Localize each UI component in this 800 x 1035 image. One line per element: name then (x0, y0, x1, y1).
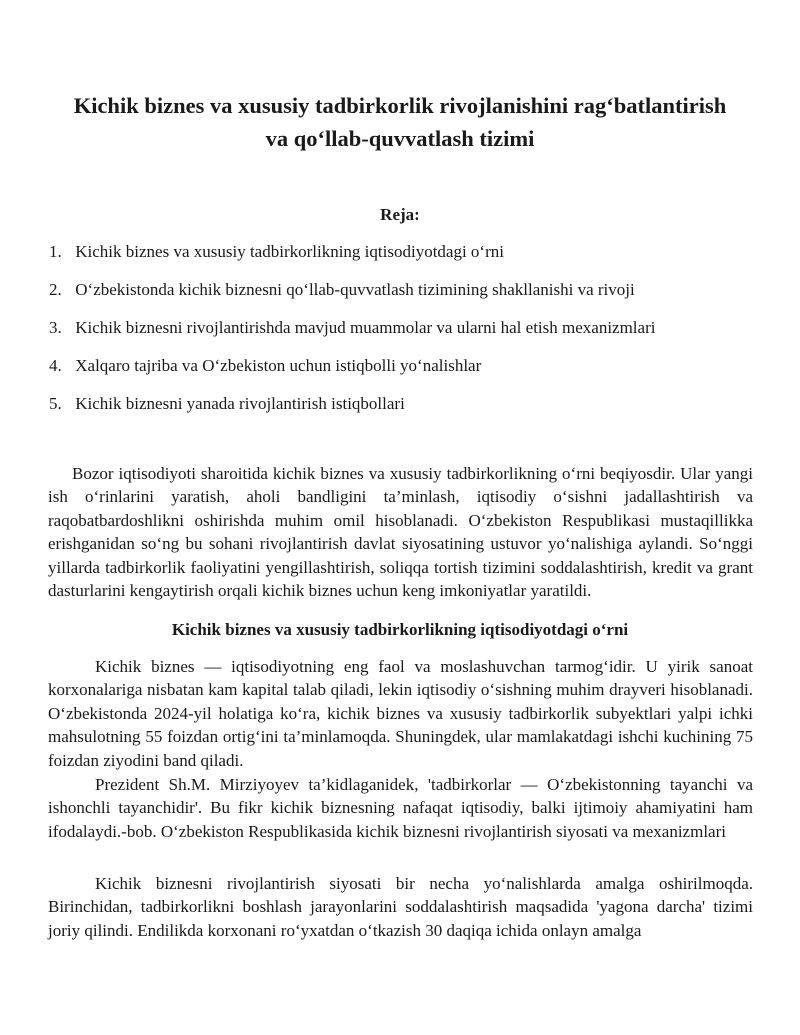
plan-item-number: 5. (49, 394, 62, 413)
plan-item-text: Kichik biznesni rivojlantirishda mavjud muammolar va ularni hal etish mexanizmlari (75, 318, 656, 337)
plan-item-number: 1. (49, 242, 62, 261)
plan-item-number: 2. (49, 280, 62, 299)
plan-item (49, 355, 655, 393)
plan-item (49, 241, 655, 279)
document-title (40, 89, 760, 155)
plan-item-text: Kichik biznesni yanada rivojlantirish istiqbollari (75, 394, 405, 413)
title-line-2: va qo‘llab-quvvatlash tizimi (265, 126, 535, 151)
body-paragraph: Kichik biznes — iqtisodiyotning eng faol va moslashuvchan tarmog‘idir. U yirik sanoat korxonalariga nisbatan kam kapital talab qiladi, lekin iqtisodiy o‘sishning muhim drayveri hisoblanadi. O‘zbekistonda 2024-yil holatiga ko‘ra, kichik biznes va xususiy tadbirkorlik subyektlari yalpi ichki mahsulotning 55 foizdan ortig‘ini ta’minlamoqda. Shuningdek, ular mamlakatdagi ishchi kuchining 75 foizdan ziyodini band qiladi. (48, 657, 753, 770)
plan-heading: Reja: (380, 205, 420, 224)
plan-item (49, 393, 655, 431)
plan-list (49, 241, 655, 431)
title-line-1: Kichik biznes va xususiy tadbirkorlik rivojlanishini rag‘batlantirish (73, 93, 727, 118)
body-paragraph: Prezident Sh.M. Mirziyoyev ta’kidlaganidek, 'tadbirkorlar — O‘zbekistonning tayanchi va ishonchli tayanchidir'. Bu fikr kichik biznesning nafaqat iqtisodiy, balki ijtimoiy ahamiyatini ham ifodalaydi.-bob. O‘zbekiston Respublikasida kichik biznesni rivojlantirish siyosati va mexanizmlari (48, 775, 753, 841)
plan-item-text: Xalqaro tajriba va O‘zbekiston uchun istiqbolli yo‘nalishlar (75, 356, 482, 375)
plan-item-text: Kichik biznes va xususiy tadbirkorlikning iqtisodiyotdagi o‘rni (75, 242, 504, 261)
plan-item (49, 317, 655, 355)
intro-paragraph: Bozor iqtisodiyoti sharoitida kichik biznes va xususiy tadbirkorlikning o‘rni beqiyosdir. Ular yangi ish o‘rinlarini yaratish, aholi bandligini ta’minlash, iqtisodiy o‘sishni jadallashtirish va raqobatbardoshlikni oshirishda muhim omil hisoblanadi. O‘zbekiston Respublikasi mustaqillikka erishganidan so‘ng bu sohani rivojlantirish davlat siyosatining ustuvor yo‘nalishiga aylandi. So‘nggi yillarda tadbirkorlik faoliyatini yengillashtirish, soliqqa tortish tizimini soddalashtirish, kredit va grant dasturlarini kengaytirish orqali kichik biznes uchun keng imkoniyatlar yaratildi. (48, 464, 753, 601)
section-heading: Kichik biznes va xususiy tadbirkorlikning iqtisodiyotdagi o‘rni (171, 620, 629, 639)
plan-item-text: O‘zbekistonda kichik biznesni qo‘llab-quvvatlash tizimining shakllanishi va rivoji (75, 280, 635, 299)
plan-item-number: 3. (49, 318, 62, 337)
body-paragraph: Kichik biznesni rivojlantirish siyosati bir necha yo‘nalishlarda amalga oshirilmoqda. Birinchidan, tadbirkorlikni boshlash jarayonlarini soddalashtirish maqsadida 'yagona darcha' tizimi joriy qilindi. Endilikda korxonani ro‘yxatdan o‘tkazish 30 daqiqa ichida onlayn amalga (48, 874, 753, 940)
plan-item-number: 4. (49, 356, 62, 375)
plan-item (49, 279, 655, 317)
